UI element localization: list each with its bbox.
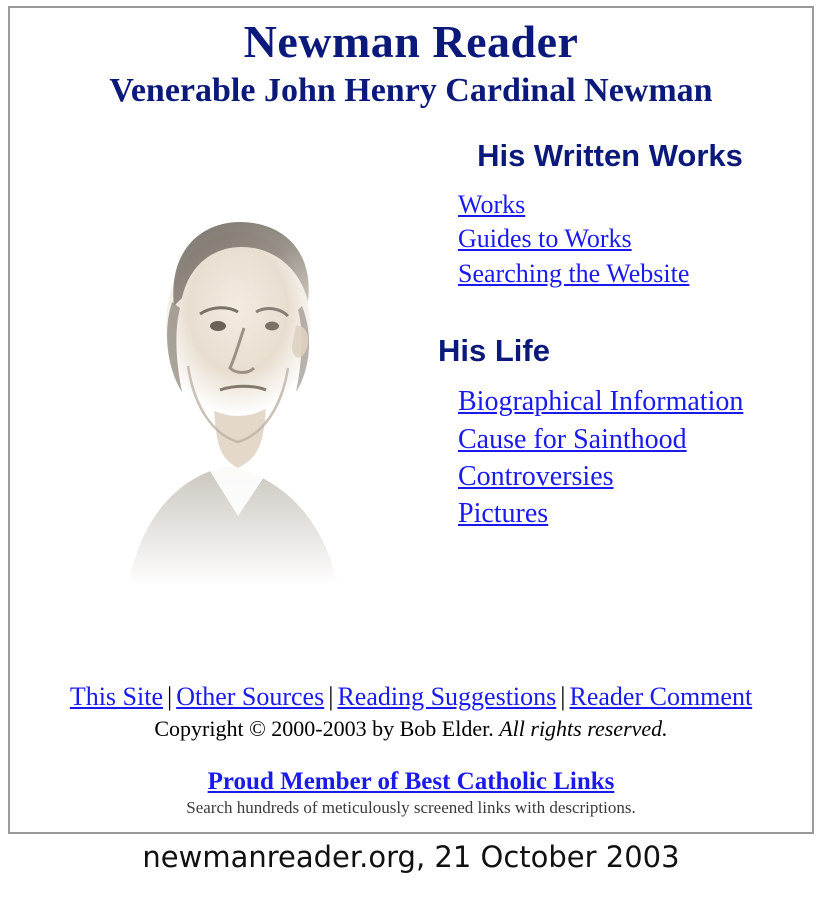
link-works[interactable]: Works	[458, 189, 526, 219]
footer-separator: |	[560, 682, 566, 711]
list-item	[458, 421, 800, 458]
title-block	[10, 8, 812, 112]
section-heading-written-works: His Written Works	[477, 137, 743, 173]
copyright-text: Copyright © 2000-2003 by Bob Elder.	[154, 716, 494, 741]
list-item	[458, 383, 800, 420]
site-footer	[10, 682, 812, 818]
link-biographical-information[interactable]: Biographical Information	[458, 386, 744, 418]
page-title: Newman Reader	[243, 16, 579, 67]
written-works-link-list	[430, 188, 800, 292]
list-item	[458, 188, 800, 223]
footer-link-this-site[interactable]: This Site	[69, 682, 163, 711]
list-item	[458, 495, 800, 532]
footer-separator: |	[328, 682, 334, 711]
best-catholic-links-banner	[10, 768, 812, 818]
list-item	[458, 222, 800, 257]
footer-link-reader-comment[interactable]: Reader Comment	[569, 682, 753, 711]
links-panel	[430, 138, 800, 533]
list-item	[458, 458, 800, 495]
link-pictures[interactable]: Pictures	[458, 498, 549, 530]
link-best-catholic-links[interactable]: Proud Member of Best Catholic Links	[207, 768, 615, 795]
portrait-image	[88, 156, 388, 586]
main-content	[10, 138, 812, 658]
footer-navigation	[10, 682, 812, 712]
link-searching-the-website[interactable]: Searching the Website	[458, 258, 690, 288]
best-catholic-links-description: Search hundreds of meticulously screened links with descriptions.	[186, 798, 636, 817]
portrait-container	[88, 156, 388, 586]
rights-text: All rights reserved.	[499, 716, 668, 741]
link-controversies[interactable]: Controversies	[458, 460, 614, 492]
page-subtitle: Venerable John Henry Cardinal Newman	[109, 71, 713, 109]
footer-link-other-sources[interactable]: Other Sources	[176, 682, 325, 711]
website-screenshot-frame	[8, 6, 814, 834]
footer-link-reading-suggestions[interactable]: Reading Suggestions	[337, 682, 557, 711]
copyright-line	[10, 716, 812, 742]
image-caption: newmanreader.org, 21 October 2003	[142, 840, 680, 874]
list-item	[458, 257, 800, 292]
his-life-link-list	[430, 383, 800, 532]
link-guides-to-works[interactable]: Guides to Works	[458, 224, 632, 254]
section-heading-his-life: His Life	[438, 333, 550, 369]
link-cause-for-sainthood[interactable]: Cause for Sainthood	[458, 423, 687, 455]
footer-separator: |	[166, 682, 173, 711]
